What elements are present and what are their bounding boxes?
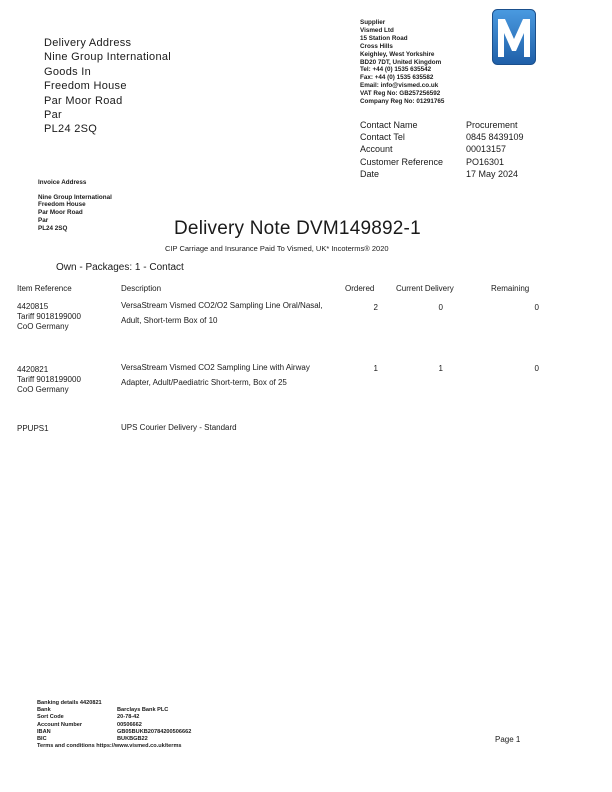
delivery-address-heading: Delivery Address (44, 37, 132, 49)
meta-value: 17 May 2024 (466, 168, 519, 179)
supplier-line: Keighley, West Yorkshire (360, 50, 435, 58)
supplier-line: Supplier (360, 19, 386, 26)
header-description: Description (121, 284, 162, 293)
invoice-address-line: Nine Group International (38, 193, 112, 201)
meta-value: Procurement (466, 120, 518, 130)
meta-row (360, 168, 524, 180)
delivery-address-line: Par Moor Road (44, 94, 123, 107)
terms-link[interactable]: Terms and conditions https://www.vismed.co.uk/terms (37, 743, 182, 750)
meta-value: PO16301 (466, 156, 505, 167)
bank-label: BIC (37, 736, 47, 743)
page-number: Page 1 (495, 735, 521, 744)
meta-label: Contact Tel (360, 132, 405, 143)
supplier-line: BD20 7DT, United Kingdom (360, 58, 442, 66)
invoice-address-line: Par (38, 216, 49, 224)
bank-value: 00506662 (117, 721, 142, 728)
invoice-address-line: PL24 2SQ (38, 224, 68, 232)
item-ordered: 1 (373, 364, 378, 373)
bank-value: BUKBGB22 (117, 736, 148, 743)
item-origin: CoO Germany (17, 322, 69, 331)
meta-label: Date (360, 168, 380, 179)
vismed-logo (492, 9, 536, 65)
bank-label: Bank (37, 707, 51, 714)
page-title: Delivery Note DVM149892-1 (174, 218, 421, 239)
item-current-delivery: 0 (438, 303, 443, 312)
delivery-address-line: PL24 2SQ (44, 123, 98, 136)
item-code: 4420815 (17, 302, 49, 311)
supplier-line: Email: info@vismed.co.uk (360, 82, 439, 90)
meta-label: Account (360, 144, 393, 155)
table-row-ref (17, 424, 49, 434)
supplier-line: Fax: +44 (0) 1535 635582 (360, 74, 434, 82)
incoterms-subtitle: CIP Carriage and Insurance Paid To Vismed, UK* Incoterms® 2020 (165, 244, 389, 253)
delivery-address-line: Nine Group International (44, 51, 172, 64)
bank-label: Sort Code (37, 714, 64, 721)
item-ordered: 2 (373, 303, 378, 312)
invoice-address-line: Freedom House (38, 201, 86, 209)
item-description: VersaStream Vismed CO2 Sampling Line with Airway Adapter, Adult/Paediatric Short-term, Box of 25 (121, 363, 310, 387)
supplier-line: 15 Station Road (360, 34, 408, 42)
item-remaining: 0 (534, 364, 539, 373)
header-ordered: Ordered (345, 284, 375, 293)
item-origin: CoO Germany (17, 385, 69, 394)
supplier-block (360, 19, 444, 106)
meta-row (360, 119, 524, 131)
item-tariff: Tariff 9018199000 (17, 375, 81, 384)
delivery-address (44, 36, 171, 137)
item-current-delivery: 1 (438, 364, 443, 373)
meta-value: 00013157 (466, 144, 507, 155)
banking-heading: Banking details 4420821 (37, 700, 102, 706)
header-remaining: Remaining (491, 284, 530, 293)
item-remaining: 0 (534, 303, 539, 312)
delivery-address-line: Goods In (44, 65, 92, 78)
bank-value: 20-78-42 (117, 714, 140, 721)
meta-row (360, 131, 524, 143)
bank-row (37, 722, 191, 729)
item-description: VersaStream Vismed CO2/O2 Sampling Line Oral/Nasal, Adult, Short-term Box of 10 (121, 301, 323, 325)
banking-details (37, 700, 191, 750)
meta-label: Contact Name (360, 120, 418, 130)
supplier-line: Cross Hills (360, 42, 393, 50)
table-row-ref (17, 365, 81, 395)
meta-row (360, 143, 524, 155)
order-meta (360, 119, 524, 180)
packages-line: Own - Packages: 1 - Contact (56, 262, 184, 273)
item-code: 4420821 (17, 365, 49, 374)
delivery-address-line: Freedom House (44, 80, 127, 93)
header-item-reference: Item Reference (17, 284, 72, 293)
bank-value: GB05BUKB20784200506662 (117, 728, 192, 735)
invoice-address-line: Par Moor Road (38, 209, 83, 217)
meta-row (360, 156, 524, 168)
supplier-line: Tel: +44 (0) 1535 635542 (360, 66, 432, 74)
bank-row (37, 736, 191, 743)
item-code: PPUPS1 (17, 424, 49, 433)
bank-row (37, 714, 191, 721)
meta-value: 0845 8439109 (466, 132, 524, 143)
supplier-line: Company Reg No: 01291765 (360, 98, 445, 106)
invoice-address (38, 179, 112, 232)
bank-row (37, 707, 191, 714)
supplier-line: VAT Reg No: GB257256592 (360, 90, 441, 98)
meta-label: Customer Reference (360, 156, 444, 167)
bank-label: IBAN (37, 728, 51, 735)
bank-row (37, 729, 191, 736)
bank-label: Account Number (37, 721, 83, 728)
table-row-ref (17, 302, 81, 332)
item-description: UPS Courier Delivery - Standard (121, 423, 237, 432)
invoice-address-heading: Invoice Address (38, 179, 87, 186)
bank-value: Barclays Bank PLC (117, 707, 169, 714)
supplier-line: Vismed Ltd (360, 26, 394, 34)
header-current-delivery: Current Delivery (396, 284, 454, 293)
item-tariff: Tariff 9018199000 (17, 312, 81, 321)
delivery-address-line: Par (44, 109, 63, 122)
